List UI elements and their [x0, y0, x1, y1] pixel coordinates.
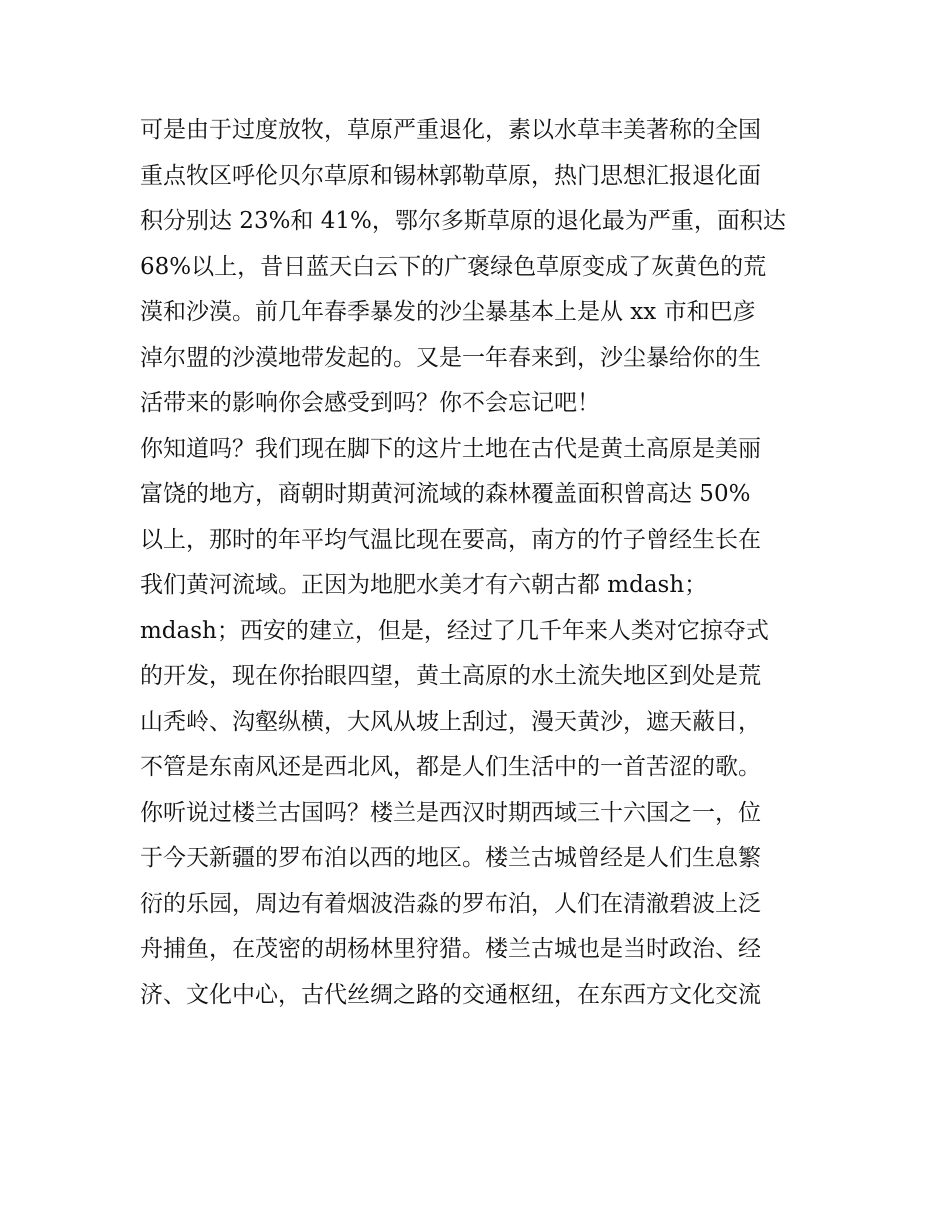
text-line: 以上，那时的年平均气温比现在要高，南方的竹子曾经生长在 — [140, 526, 761, 553]
text-line: 淖尔盟的沙漠地带发起的。又是一年春来到，沙尘暴给你的生 — [140, 344, 761, 371]
text-line: 你听说过楼兰古国吗？楼兰是西汉时期西域三十六国之一，位 — [140, 799, 761, 826]
text-line: 积分别达 23%和 41%，鄂尔多斯草原的退化最为严重，面积达 — [140, 208, 786, 234]
text-line: 济、文化中心，古代丝绸之路的交通枢纽，在东西方文化交流 — [140, 981, 761, 1008]
text-line: 富饶的地方，商朝时期黄河流域的森林覆盖面积曾高达 50% — [140, 481, 751, 507]
text-line: 68%以上，昔日蓝天白云下的广褒绿色草原变成了灰黄色的荒 — [140, 253, 767, 280]
text-line: mdash；西安的建立，但是，经过了几千年来人类对它掠夺式 — [140, 617, 769, 644]
body-text — [140, 108, 820, 1018]
text-line: 的开发，现在你抬眼四望，黄土高原的水土流失地区到处是荒 — [140, 663, 761, 689]
text-line: 于今天新疆的罗布泊以西的地区。楼兰古城曾经是人们生息繁 — [140, 845, 761, 871]
text-line: 我们黄河流域。正因为地肥水美才有六朝古都 mdash； — [140, 572, 708, 598]
text-line: 你知道吗？我们现在脚下的这片土地在古代是黄土高原是美丽 — [140, 435, 761, 462]
text-line: 活带来的影响你会感受到吗？你不会忘记吧！ — [140, 390, 600, 416]
text-line: 山秃岭、沟壑纵横，大风从坡上刮过，漫天黄沙，遮天蔽日， — [140, 708, 761, 735]
text-line: 可是由于过度放牧，草原严重退化，素以水草丰美著称的全国 — [140, 117, 761, 143]
text-line: 舟捕鱼，在茂密的胡杨林里狩猎。楼兰古城也是当时政治、经 — [140, 936, 761, 962]
text-line: 不管是东南风还是西北风，都是人们生活中的一首苦涩的歌。 — [140, 754, 761, 780]
text-line: 漠和沙漠。前几年春季暴发的沙尘暴基本上是从 xx 市和巴彦 — [140, 299, 756, 325]
text-line: 重点牧区呼伦贝尔草原和锡林郭勒草原，热门思想汇报退化面 — [140, 162, 761, 189]
text-line: 衍的乐园，周边有着烟波浩淼的罗布泊，人们在清澈碧波上泛 — [140, 890, 761, 917]
